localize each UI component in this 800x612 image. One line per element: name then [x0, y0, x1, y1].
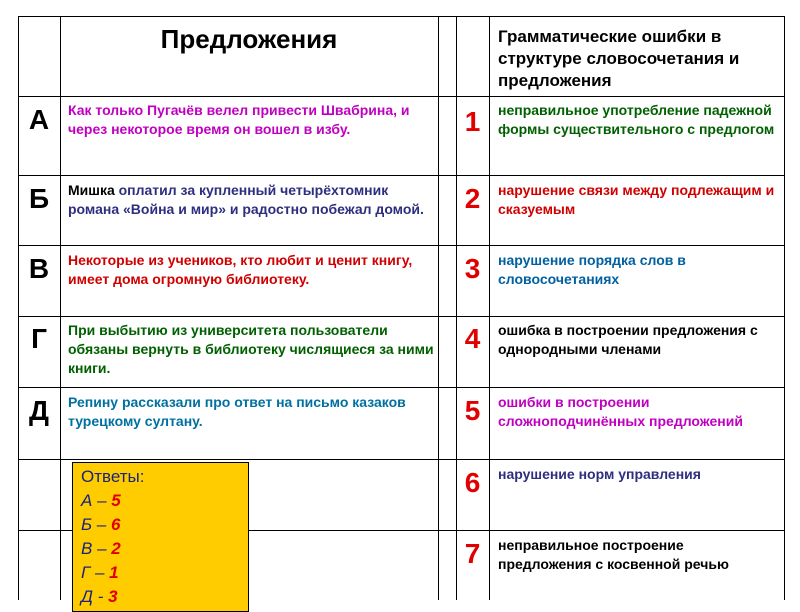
row-number: 4 [464, 323, 481, 354]
row-number: 1 [464, 106, 481, 137]
row-sentence: Некоторые из учеников, кто любит и ценит книгу, имеет дома огромную библиотеку. [68, 252, 413, 287]
table-border-top [18, 16, 785, 17]
table-divider-number [489, 16, 490, 600]
row-letter: Д [29, 395, 49, 426]
table-divider-gap [456, 16, 457, 600]
row-letter: Б [28, 183, 50, 214]
table-divider-sentence [438, 16, 439, 600]
table-row-line [18, 316, 785, 317]
row-number: 5 [464, 395, 481, 426]
sentence-rest: оплатил за купленный четырёхтомник романа «Война и мир» и радостно побежал домой. [68, 182, 424, 217]
answers-box [72, 462, 249, 612]
row-number: 3 [464, 253, 481, 284]
row-letter: А [28, 104, 50, 135]
row-error: нарушение норм управления [498, 466, 701, 482]
answer-item: В – 2 [81, 539, 121, 558]
row-letter: Г [31, 323, 47, 354]
table-row-line [18, 96, 785, 97]
table-row-line [18, 175, 785, 176]
row-letter: В [28, 253, 50, 284]
table-row-line [18, 387, 785, 388]
table-row-line [18, 245, 785, 246]
sentence-subject: Мишка [68, 182, 115, 198]
header-errors: Грамматические ошибки в структуре словосочетания и предложения [498, 27, 740, 90]
row-number: 7 [464, 538, 481, 569]
answer-item: Г – 1 [81, 563, 119, 582]
row-error: ошибки в построении сложноподчинённых предложений [498, 394, 743, 429]
row-error: ошибка в построении предложения с однородными членами [498, 322, 758, 357]
row-error: нарушение порядка слов в словосочетаниях [498, 252, 686, 287]
answer-item: Б – 6 [81, 515, 121, 534]
row-sentence: При выбытию из университета пользователи обязаны вернуть в библиотеку числящиеся за ними книги. [68, 322, 434, 376]
table-border-right [784, 16, 785, 600]
table-row-line [18, 459, 785, 460]
row-error: неправильное употребление падежной формы существительного с предлогом [498, 102, 775, 137]
row-sentence: Как только Пугачёв велел привести Швабрина, и через некоторое время он вошел в избу. [68, 102, 410, 137]
row-error: неправильное построение предложения с косвенной речью [498, 537, 729, 572]
row-error: нарушение связи между подлежащим и сказуемым [498, 182, 775, 217]
answer-item: Д - 3 [81, 587, 118, 606]
row-sentence: Репину рассказали про ответ на письмо казаков турецкому султану. [68, 394, 406, 429]
row-sentence [68, 181, 434, 219]
table-divider-letter [60, 16, 61, 600]
row-number: 2 [464, 183, 481, 214]
answers-title: Ответы: [81, 467, 145, 486]
row-number: 6 [464, 467, 481, 498]
header-sentences: Предложения [160, 24, 338, 54]
answer-item: А – 5 [81, 491, 121, 510]
